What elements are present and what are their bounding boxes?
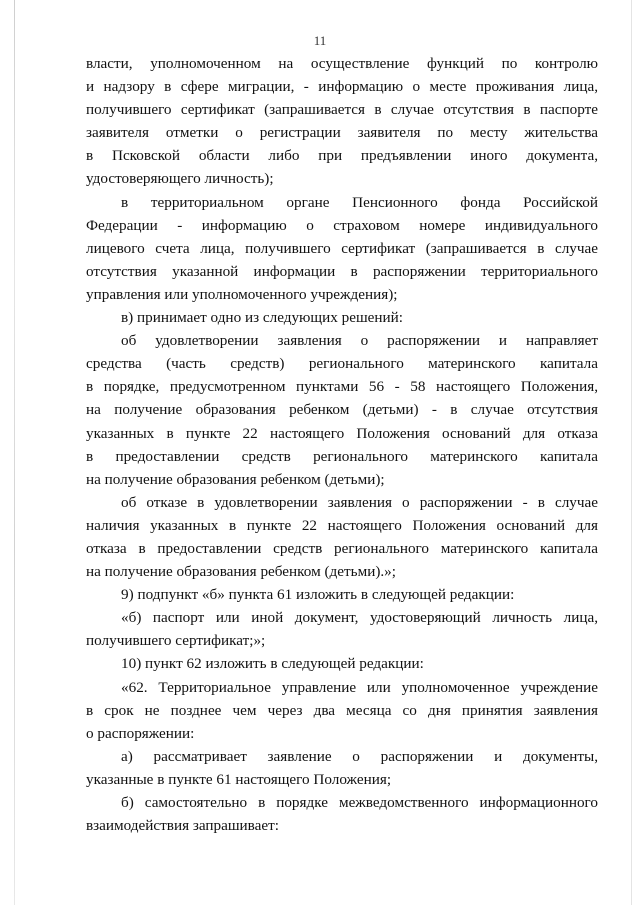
text-line: в предоставлении средств регионального материнского капитала (86, 447, 598, 465)
text-line: 10) пункт 62 изложить в следующей редакции: (121, 655, 424, 673)
text-line: об отказе в удовлетворении заявления о распоряжении - в случае (121, 493, 598, 511)
text-line: указанные в пункте 61 настоящего Положения; (86, 770, 392, 788)
text-line: о распоряжении: (86, 724, 195, 742)
text-line: управления или уполномоченного учреждения); (86, 285, 398, 303)
text-line: средства (часть средств) регионального материнского капитала (86, 355, 598, 373)
text-line: в Псковской области либо при предъявлении иного документа, (86, 147, 598, 165)
text-line: на получение образования ребенком (детьми) - в случае отсутствия (86, 401, 598, 419)
text-line: «б) паспорт или иной документ, удостоверяющий личность лица, (121, 609, 598, 627)
text-line: 9) подпункт «б» пункта 61 изложить в следующей редакции: (121, 586, 515, 604)
text-line: взаимодействия запрашивает: (86, 817, 279, 835)
text-line: в) принимает одно из следующих решений: (121, 309, 403, 327)
text-line: на получение образования ребенком (детьми); (86, 470, 385, 488)
scan-edge-left (14, 0, 15, 905)
text-line: в срок не позднее чем через два месяца со дня принятия заявления (86, 701, 598, 719)
text-line: и надзору в сфере миграции, - информацию о месте проживания лица, (86, 78, 598, 96)
text-line: власти, уполномоченном на осуществление функций по контролю (86, 55, 598, 72)
text-line: б) самостоятельно в порядке межведомственного информационного (121, 794, 598, 811)
text-line: удостоверяющего личность); (86, 170, 274, 188)
page-number: 11 (313, 33, 327, 48)
text-line: получившего сертификат (запрашивается в случае отсутствия в паспорте (86, 101, 598, 119)
text-line: «62. Территориальное управление или уполномоченное учреждение (121, 678, 598, 696)
text-line: Федерации - информацию о страховом номере индивидуального (86, 216, 598, 234)
text-line: об удовлетворении заявления о распоряжении и направляет (121, 332, 598, 350)
scan-edge-right (631, 0, 632, 905)
text-line: наличия указанных в пункте 22 настоящего Положения оснований для (86, 516, 598, 534)
text-line: в территориальном органе Пенсионного фонда Российской (121, 193, 598, 211)
text-line: а) рассматривает заявление о распоряжении и документы, (121, 747, 598, 765)
text-line: указанных в пункте 22 настоящего Положения оснований для отказа (86, 424, 598, 442)
text-line: лицевого счета лица, получившего сертификат (запрашивается в случае (86, 239, 598, 257)
text-line: отсутствия указанной информации в распоряжении территориального (86, 262, 598, 280)
text-line: в порядке, предусмотренном пунктами 56 - 58 настоящего Положения, (86, 378, 598, 396)
text-line: заявителя отметки о регистрации заявителя по месту жительства (86, 124, 598, 142)
text-line: на получение образования ребенком (детьми).»; (86, 563, 396, 581)
document-body (86, 52, 598, 837)
text-line: отказа в предоставлении средств регионального материнского капитала (86, 539, 598, 557)
text-line: получившего сертификат;»; (86, 632, 266, 650)
